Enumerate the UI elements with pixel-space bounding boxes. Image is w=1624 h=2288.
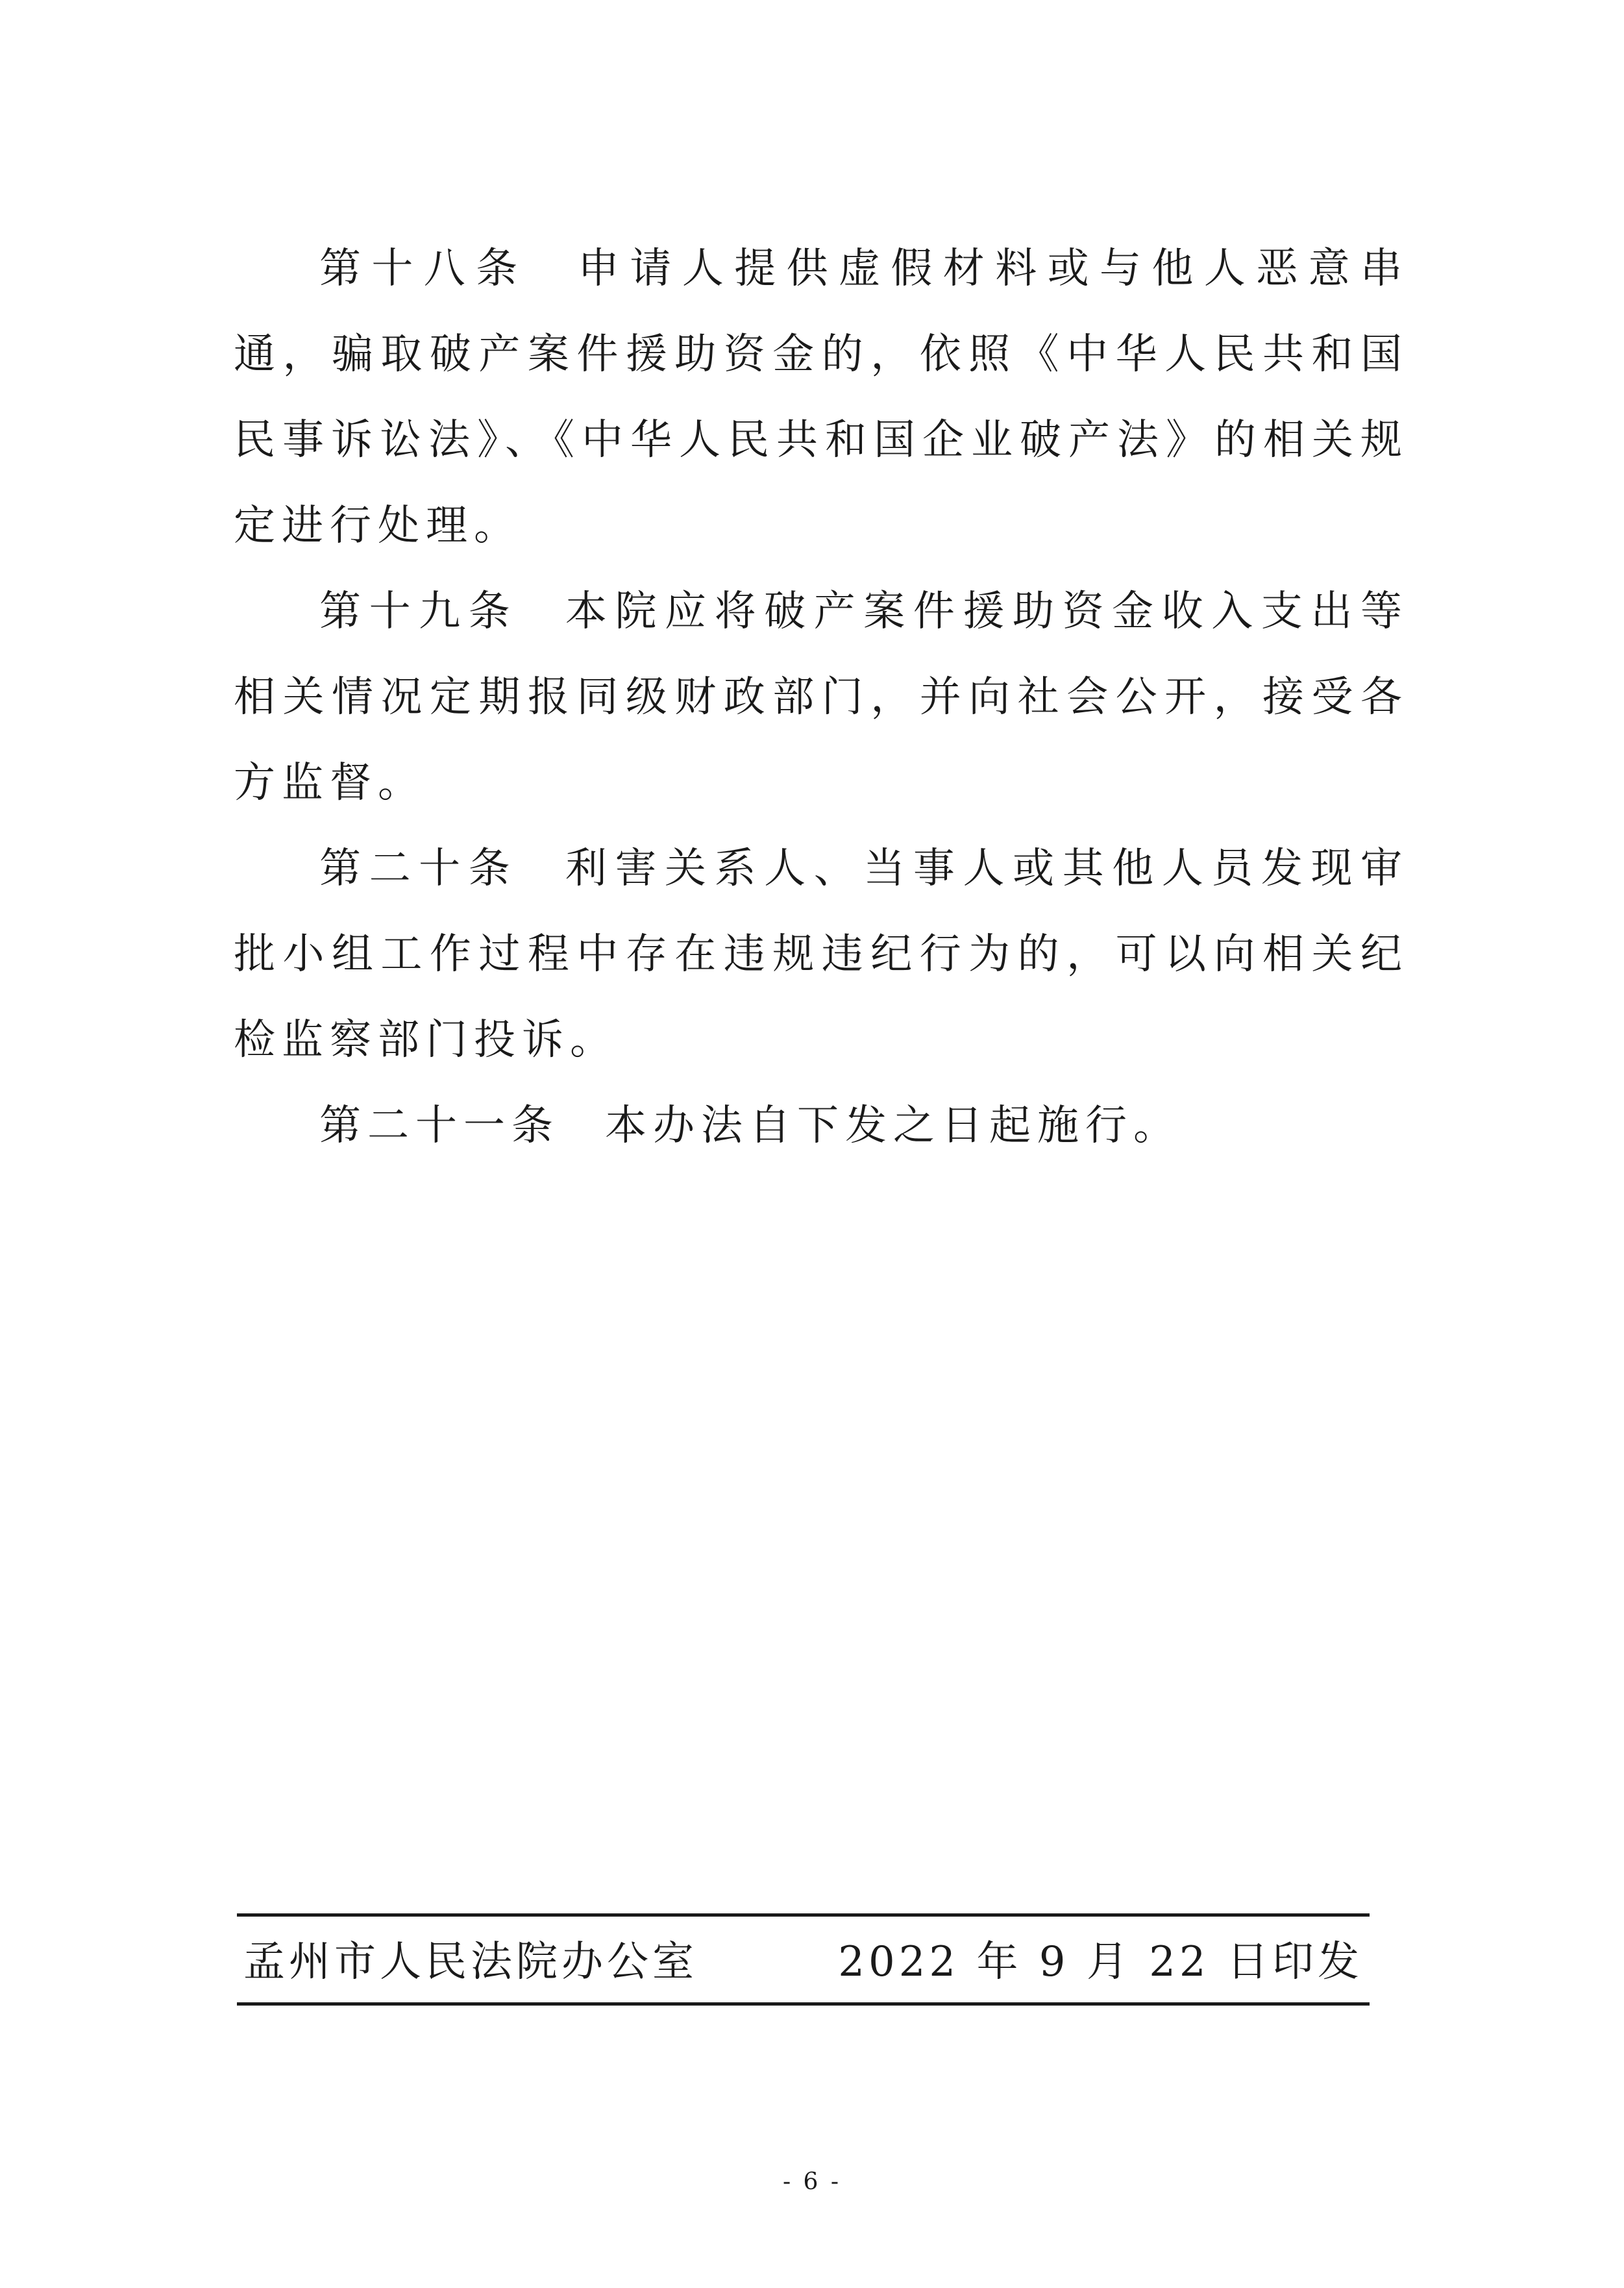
article-21: [234, 1083, 1409, 1169]
page-number: - 6 -: [782, 2169, 842, 2195]
issue-date: 2022 年 9 月 22 日印发: [838, 1938, 1363, 1986]
article-number: 第二十一条: [319, 1102, 560, 1150]
issuer-name: 孟州市人民法院办公室: [243, 1938, 698, 1986]
article-18: [234, 226, 1409, 569]
article-list: [234, 226, 1409, 1169]
article-20: [234, 826, 1409, 1083]
article-number: 第十九条: [319, 588, 519, 636]
article-text: 本院应将破产案件援助资金收入支出等相关情况定期报同级财政部门，并向社会公开，接受各方监督。: [234, 588, 1409, 807]
article-text: 申请人提供虚假材料或与他人恶意串通，骗取破产案件援助资金的，依照《中华人民共和国民事诉讼法》、《中华人民共和国企业破产法》的相关规定进行处理。: [234, 245, 1409, 550]
article-number: 第二十条: [319, 845, 519, 893]
article-text: 利害关系人、当事人或其他人员发现审批小组工作过程中存在违规违纪行为的，可以向相关纪检监察部门投诉。: [234, 845, 1409, 1064]
article-text: 本办法自下发之日起施行。: [605, 1102, 1181, 1150]
issuance-footer: [237, 1928, 1370, 1993]
article-number: 第十八条: [319, 245, 528, 293]
footer-bottom-rule: [237, 2002, 1370, 2006]
footer-top-rule: [237, 1913, 1370, 1917]
article-19: [234, 569, 1409, 826]
